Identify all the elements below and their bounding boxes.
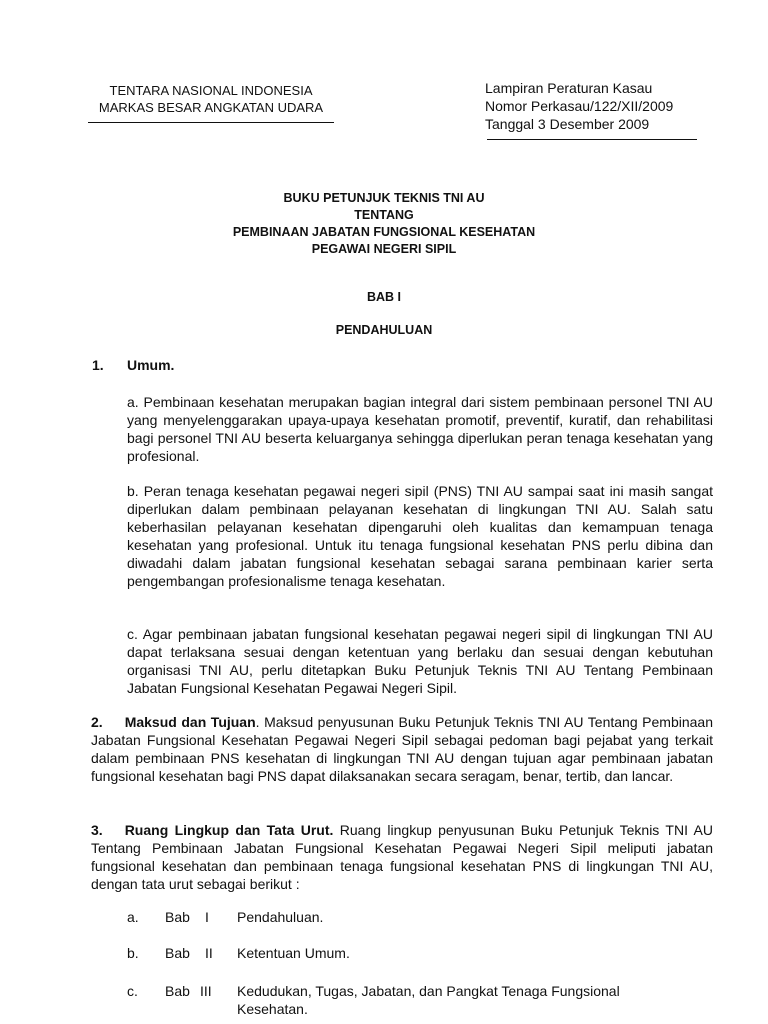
- header-left-rule: [88, 122, 334, 123]
- header-number-line: Nomor Perkasau/122/XII/2009: [485, 98, 674, 114]
- section-1-para-c: c. Agar pembinaan jabatan fungsional kesehatan pegawai negeri sipil di lingkungan TNI AU dapat terlaksana sesuai dengan ketentuan yang berlaku dan sesuai dengan kebutuhan organisasi TNI AU, perlu ditetapkan Buku Petunjuk Teknis TNI AU Tentang Pembinaan Jabatan Fungsional Kesehatan Pegawai Negeri Sipil.: [127, 626, 713, 696]
- title-line2: TENTANG: [354, 208, 414, 222]
- list-item-title-continued: Kesehatan.: [237, 1001, 308, 1017]
- section-2-body: . Maksud penyusunan Buku Petunjuk Teknis TNI AU Tentang Pembinaan Jabatan Fungsional Kesehatan Pegawai Negeri Sipil sebagai pedoman bagi pejabat yang terkait dalam pembinaan PNS kesehatan di lingkungan TNI AU dengan tujuan agar pembinaan jabatan fungsional kesehatan bagi PNS dapat dilaksanakan secara seragam, benar, tertib, dan lancar.: [91, 714, 713, 784]
- list-item-roman: III: [200, 983, 212, 999]
- list-item: [0, 908, 768, 926]
- title-line3: PEMBINAAN JABATAN FUNGSIONAL KESEHATAN: [232, 225, 536, 239]
- section-3-paragraph: [91, 821, 713, 893]
- list-item-bab: Bab: [165, 909, 190, 925]
- title-line1: BUKU PETUNJUK TEKNIS TNI AU: [283, 191, 485, 205]
- section-2-paragraph: [91, 713, 713, 785]
- list-item: [0, 944, 768, 962]
- section-1-para-b: b. Peran tenaga kesehatan pegawai negeri sipil (PNS) TNI AU sampai saat ini masih sangat diperlukan dalam pembinaan pelayanan kesehatan di lingkungan TNI AU. Salah satu keberhasilan pelayanan kesehatan dipengaruhi oleh kualitas dan kemampuan tenaga kesehatan yang profesional. Untuk itu tenaga fungsional kesehatan PNS perlu dibina dan diwadahi dalam jabatan fungsional kesehatan sebagai sarana pembinaan karier serta pengembangan profesionalisme tenaga kesehatan.: [127, 483, 713, 589]
- document-title: [0, 190, 768, 258]
- section-1-heading-row: [92, 357, 175, 373]
- header-org-line2: MARKAS BESAR ANGKATAN UDARA: [98, 100, 324, 115]
- list-item-roman: I: [205, 909, 209, 925]
- header-attachment-line: Lampiran Peraturan Kasau: [485, 80, 653, 96]
- list-item-bab: Bab: [165, 945, 190, 961]
- chapter-number: BAB I: [366, 290, 402, 304]
- list-item-bab: Bab: [165, 983, 190, 999]
- header-org-line1: TENTARA NASIONAL INDONESIA: [109, 83, 313, 98]
- list-item-letter: b.: [127, 945, 139, 961]
- section-1-title: Umum.: [127, 357, 175, 373]
- list-item-title: Pendahuluan.: [237, 909, 324, 925]
- list-item-letter: a.: [127, 909, 139, 925]
- header-right-block: [485, 79, 697, 140]
- header-date-line: Tanggal 3 Desember 2009: [485, 116, 650, 132]
- list-item: [0, 982, 768, 1018]
- header-left-block: [88, 82, 334, 123]
- chapter-name: PENDAHULUAN: [335, 323, 433, 337]
- section-3-number: 3.: [91, 822, 103, 838]
- list-item-roman: II: [205, 945, 213, 961]
- section-2-title: Maksud dan Tujuan: [124, 714, 256, 730]
- section-1-para-a: a. Pembinaan kesehatan merupakan bagian integral dari sistem pembinaan personel TNI AU yang menyelenggarakan upaya-upaya kesehatan promotif, preventif, kuratif, dan rehabilitasi bagi personel TNI AU beserta keluarganya sehingga diperlukan peran tenaga kesehatan yang profesional.: [127, 394, 713, 464]
- section-2-number: 2.: [91, 714, 103, 730]
- header-right-rule: [487, 139, 697, 140]
- list-item-title: Ketentuan Umum.: [237, 945, 350, 961]
- list-item-title: Kedudukan, Tugas, Jabatan, dan Pangkat Tenaga Fungsional: [237, 983, 620, 999]
- list-item-letter: c.: [127, 983, 138, 999]
- section-3-body: Ruang lingkup penyusunan Buku Petunjuk Teknis TNI AU Tentang Pembinaan Jabatan Fungsional Kesehatan Pegawai Negeri Sipil meliputi jabatan fungsional kesehatan dan pembinaan tenaga fungsional kesehatan PNS di lingkungan TNI AU, dengan tata urut sebagai berikut :: [91, 822, 714, 892]
- section-3-title: Ruang Lingkup dan Tata Urut.: [124, 822, 334, 838]
- title-line4: PEGAWAI NEGERI SIPIL: [311, 242, 457, 256]
- section-1-number: 1.: [92, 357, 104, 373]
